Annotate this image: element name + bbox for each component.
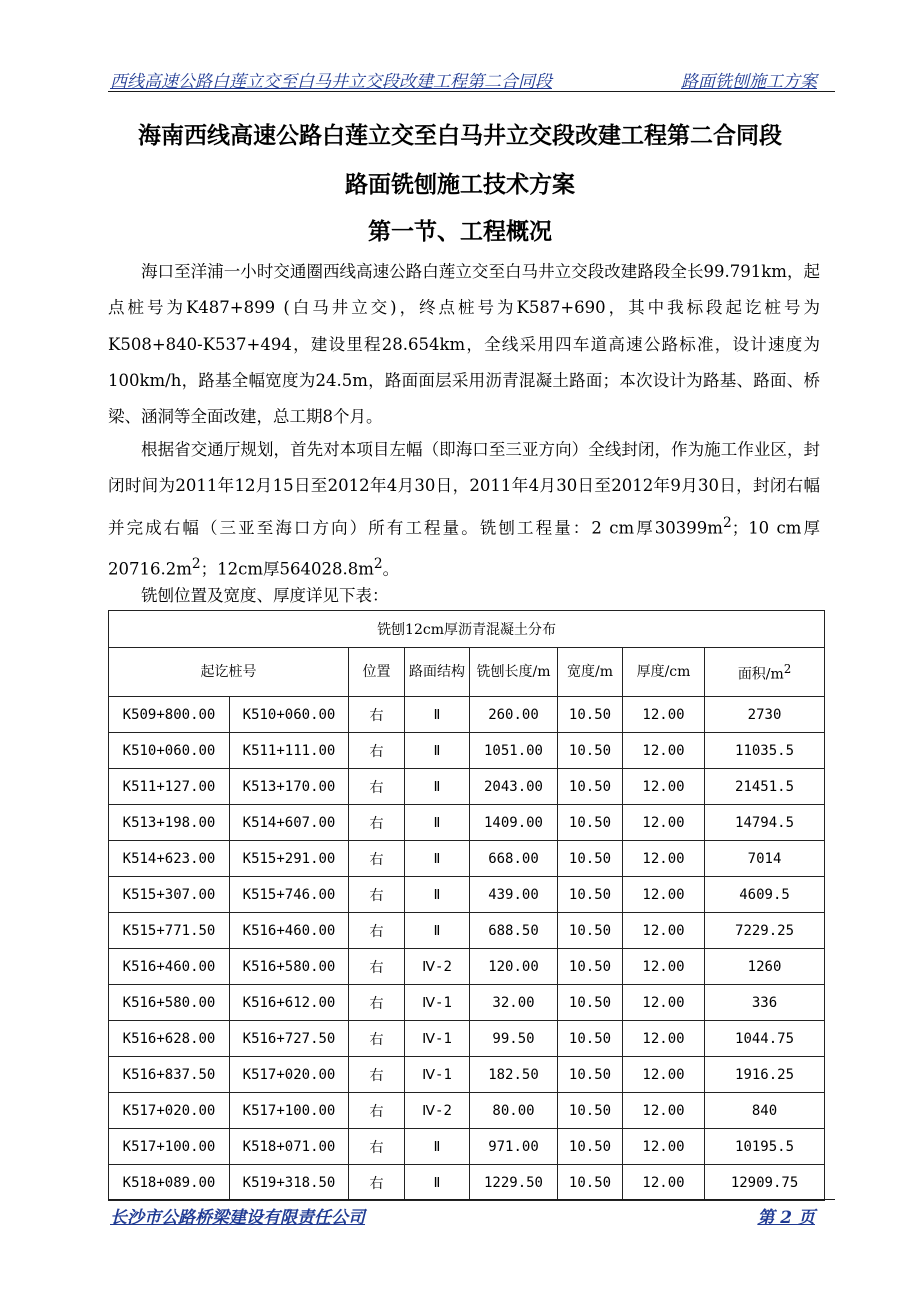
- cell-area: 1044.75: [705, 1021, 825, 1057]
- milling-distribution-table: [108, 610, 825, 1201]
- cell-start-station: K516+628.00: [109, 1021, 230, 1057]
- cell-area: 336: [705, 985, 825, 1021]
- cell-end-station: K517+100.00: [230, 1093, 349, 1129]
- cell-thickness: 12.00: [623, 877, 705, 913]
- cell-start-station: K516+837.50: [109, 1057, 230, 1093]
- cell-start-station: K515+307.00: [109, 877, 230, 913]
- table-row: [109, 913, 825, 949]
- cell-thickness: 12.00: [623, 841, 705, 877]
- cell-start-station: K517+020.00: [109, 1093, 230, 1129]
- cell-start-station: K513+198.00: [109, 805, 230, 841]
- cell-area: 1260: [705, 949, 825, 985]
- cell-position: 右: [349, 769, 405, 805]
- cell-structure: Ⅱ: [405, 877, 470, 913]
- table-row: [109, 733, 825, 769]
- document-title-line2: 路面铣刨施工技术方案: [345, 172, 575, 198]
- cell-thickness: 12.00: [623, 805, 705, 841]
- table-row: [109, 1093, 825, 1129]
- cell-structure: Ⅱ: [405, 1129, 470, 1165]
- superscript-2: 2: [373, 556, 383, 573]
- col-header-area-label: 面积/m: [737, 666, 784, 683]
- cell-width: 10.50: [558, 1129, 623, 1165]
- table-body: [109, 697, 825, 1201]
- cell-position: 右: [349, 877, 405, 913]
- cell-thickness: 12.00: [623, 913, 705, 949]
- cell-structure: Ⅳ-1: [405, 1057, 470, 1093]
- cell-position: 右: [349, 1021, 405, 1057]
- cell-width: 10.50: [558, 1093, 623, 1129]
- cell-width: 10.50: [558, 769, 623, 805]
- cell-thickness: 12.00: [623, 733, 705, 769]
- cell-area: 14794.5: [705, 805, 825, 841]
- cell-start-station: K511+127.00: [109, 769, 230, 805]
- cell-area: 840: [705, 1093, 825, 1129]
- cell-start-station: K518+089.00: [109, 1165, 230, 1201]
- cell-width: 10.50: [558, 985, 623, 1021]
- cell-end-station: K515+746.00: [230, 877, 349, 913]
- cell-area: 2730: [705, 697, 825, 733]
- cell-end-station: K516+460.00: [230, 913, 349, 949]
- cell-position: 右: [349, 805, 405, 841]
- cell-length: 99.50: [470, 1021, 558, 1057]
- cell-end-station: K518+071.00: [230, 1129, 349, 1165]
- cell-position: 右: [349, 949, 405, 985]
- cell-thickness: 12.00: [623, 1129, 705, 1165]
- header-doc-title: 路面铣刨施工方案: [681, 72, 817, 92]
- cell-length: 2043.00: [470, 769, 558, 805]
- cell-start-station: K514+623.00: [109, 841, 230, 877]
- table-row: [109, 1165, 825, 1201]
- cell-position: 右: [349, 1093, 405, 1129]
- table-row: [109, 841, 825, 877]
- cell-end-station: K511+111.00: [230, 733, 349, 769]
- paragraph-closure-plan: [108, 432, 820, 588]
- cell-thickness: 12.00: [623, 985, 705, 1021]
- table-row: [109, 769, 825, 805]
- table-row: [109, 1057, 825, 1093]
- cell-position: 右: [349, 697, 405, 733]
- cell-width: 10.50: [558, 1057, 623, 1093]
- cell-thickness: 12.00: [623, 1165, 705, 1201]
- cell-end-station: K514+607.00: [230, 805, 349, 841]
- cell-end-station: K516+727.50: [230, 1021, 349, 1057]
- cell-area: 7014: [705, 841, 825, 877]
- cell-length: 688.50: [470, 913, 558, 949]
- table-row: [109, 697, 825, 733]
- table-row: [109, 1021, 825, 1057]
- cell-thickness: 12.00: [623, 697, 705, 733]
- paragraph-table-intro: 铣刨位置及宽度、厚度详见下表：: [141, 586, 389, 605]
- cell-width: 10.50: [558, 913, 623, 949]
- cell-start-station: K510+060.00: [109, 733, 230, 769]
- cell-start-station: K515+771.50: [109, 913, 230, 949]
- cell-position: 右: [349, 1165, 405, 1201]
- table-caption: 铣刨12cm厚沥青混凝土分布: [109, 611, 825, 648]
- col-header-structure: 路面结构: [405, 648, 470, 697]
- footer-page-number: 第 2 页: [757, 1208, 815, 1228]
- cell-structure: Ⅳ-2: [405, 1093, 470, 1129]
- cell-thickness: 12.00: [623, 949, 705, 985]
- cell-end-station: K517+020.00: [230, 1057, 349, 1093]
- cell-position: 右: [349, 985, 405, 1021]
- section-heading: 第一节、工程概况: [368, 219, 552, 245]
- cell-length: 1229.50: [470, 1165, 558, 1201]
- cell-structure: Ⅱ: [405, 841, 470, 877]
- cell-length: 80.00: [470, 1093, 558, 1129]
- cell-area: 1916.25: [705, 1057, 825, 1093]
- document-title-line1: 海南西线高速公路白莲立交至白马井立交段改建工程第二合同段: [138, 123, 782, 149]
- closure-plan-text: 根据省交通厅规划，首先对本项目左幅（即海口至三亚方向）全线封闭，作为施工作业区，封闭时间为2011年12月15日至2012年4月30日，2011年4月30日至2012年9月30日，封闭右幅并完成右幅（三亚至海口方向）所有工程量。铣刨工程量：2 cm厚30399m: [108, 440, 820, 538]
- col-header-width: 宽度/m: [558, 648, 623, 697]
- col-header-area: [705, 648, 825, 697]
- col-header-thickness: 厚度/cm: [623, 648, 705, 697]
- cell-length: 439.00: [470, 877, 558, 913]
- cell-start-station: K509+800.00: [109, 697, 230, 733]
- cell-end-station: K516+612.00: [230, 985, 349, 1021]
- cell-structure: Ⅱ: [405, 697, 470, 733]
- cell-position: 右: [349, 733, 405, 769]
- cell-width: 10.50: [558, 841, 623, 877]
- cell-structure: Ⅱ: [405, 1165, 470, 1201]
- col-header-position: 位置: [349, 648, 405, 697]
- paragraph-overview: 海口至洋浦一小时交通圈西线高速公路白莲立交至白马井立交段改建路段全长99.791km，起点桩号为K487+899 (白马井立交)，终点桩号为K587+690，其中我标段起讫桩号为K508+840-K537+494，建设里程28.654km，全线采用四车道高速公路标准，设计速度为100km/h，路基全幅宽度为24.5m，路面面层采用沥青混凝土路面；本次设计为路基、路面、桥梁、涵洞等全面改建，总工期8个月。: [108, 262, 820, 427]
- cell-area: 21451.5: [705, 769, 825, 805]
- col-header-station: 起讫桩号: [109, 648, 349, 697]
- header-project-name: 西线高速公路白莲立交至白马井立交段改建工程第二合同段: [110, 72, 552, 92]
- footer-company: 长沙市公路桥梁建设有限责任公司: [110, 1208, 365, 1228]
- cell-length: 1409.00: [470, 805, 558, 841]
- cell-structure: Ⅱ: [405, 733, 470, 769]
- cell-end-station: K516+580.00: [230, 949, 349, 985]
- cell-length: 971.00: [470, 1129, 558, 1165]
- cell-structure: Ⅳ-1: [405, 985, 470, 1021]
- cell-thickness: 12.00: [623, 1057, 705, 1093]
- cell-end-station: K513+170.00: [230, 769, 349, 805]
- cell-length: 182.50: [470, 1057, 558, 1093]
- table-row: [109, 877, 825, 913]
- cell-area: 4609.5: [705, 877, 825, 913]
- cell-length: 1051.00: [470, 733, 558, 769]
- cell-thickness: 12.00: [623, 769, 705, 805]
- cell-position: 右: [349, 1057, 405, 1093]
- table-row: [109, 985, 825, 1021]
- cell-length: 260.00: [470, 697, 558, 733]
- col-header-length: 铣刨长度/m: [470, 648, 558, 697]
- superscript-2: 2: [783, 661, 792, 676]
- cell-length: 32.00: [470, 985, 558, 1021]
- page-footer: [108, 1199, 835, 1226]
- superscript-2: 2: [191, 556, 201, 573]
- cell-width: 10.50: [558, 1021, 623, 1057]
- cell-width: 10.50: [558, 949, 623, 985]
- closure-plan-text-c: ；12cm厚564028.8m: [200, 559, 374, 579]
- cell-thickness: 12.00: [623, 1021, 705, 1057]
- cell-structure: Ⅱ: [405, 913, 470, 949]
- cell-width: 10.50: [558, 733, 623, 769]
- cell-structure: Ⅳ-2: [405, 949, 470, 985]
- cell-position: 右: [349, 913, 405, 949]
- table-row: [109, 805, 825, 841]
- cell-position: 右: [349, 841, 405, 877]
- cell-end-station: K515+291.00: [230, 841, 349, 877]
- table-row: [109, 949, 825, 985]
- cell-area: 7229.25: [705, 913, 825, 949]
- cell-start-station: K516+580.00: [109, 985, 230, 1021]
- cell-thickness: 12.00: [623, 1093, 705, 1129]
- cell-length: 668.00: [470, 841, 558, 877]
- cell-area: 10195.5: [705, 1129, 825, 1165]
- cell-area: 11035.5: [705, 733, 825, 769]
- page-header: [108, 63, 835, 92]
- cell-start-station: K517+100.00: [109, 1129, 230, 1165]
- cell-structure: Ⅱ: [405, 769, 470, 805]
- cell-end-station: K519+318.50: [230, 1165, 349, 1201]
- cell-width: 10.50: [558, 877, 623, 913]
- cell-area: 12909.75: [705, 1165, 825, 1201]
- cell-end-station: K510+060.00: [230, 697, 349, 733]
- closure-plan-text-end: 。: [382, 559, 400, 579]
- cell-length: 120.00: [470, 949, 558, 985]
- cell-width: 10.50: [558, 1165, 623, 1201]
- superscript-2: 2: [722, 514, 732, 531]
- cell-width: 10.50: [558, 697, 623, 733]
- table-row: [109, 1129, 825, 1165]
- closure-plan-text-b: ；10 cm厚20716.2m: [108, 518, 820, 579]
- cell-width: 10.50: [558, 805, 623, 841]
- cell-position: 右: [349, 1129, 405, 1165]
- cell-structure: Ⅳ-1: [405, 1021, 470, 1057]
- cell-structure: Ⅱ: [405, 805, 470, 841]
- cell-start-station: K516+460.00: [109, 949, 230, 985]
